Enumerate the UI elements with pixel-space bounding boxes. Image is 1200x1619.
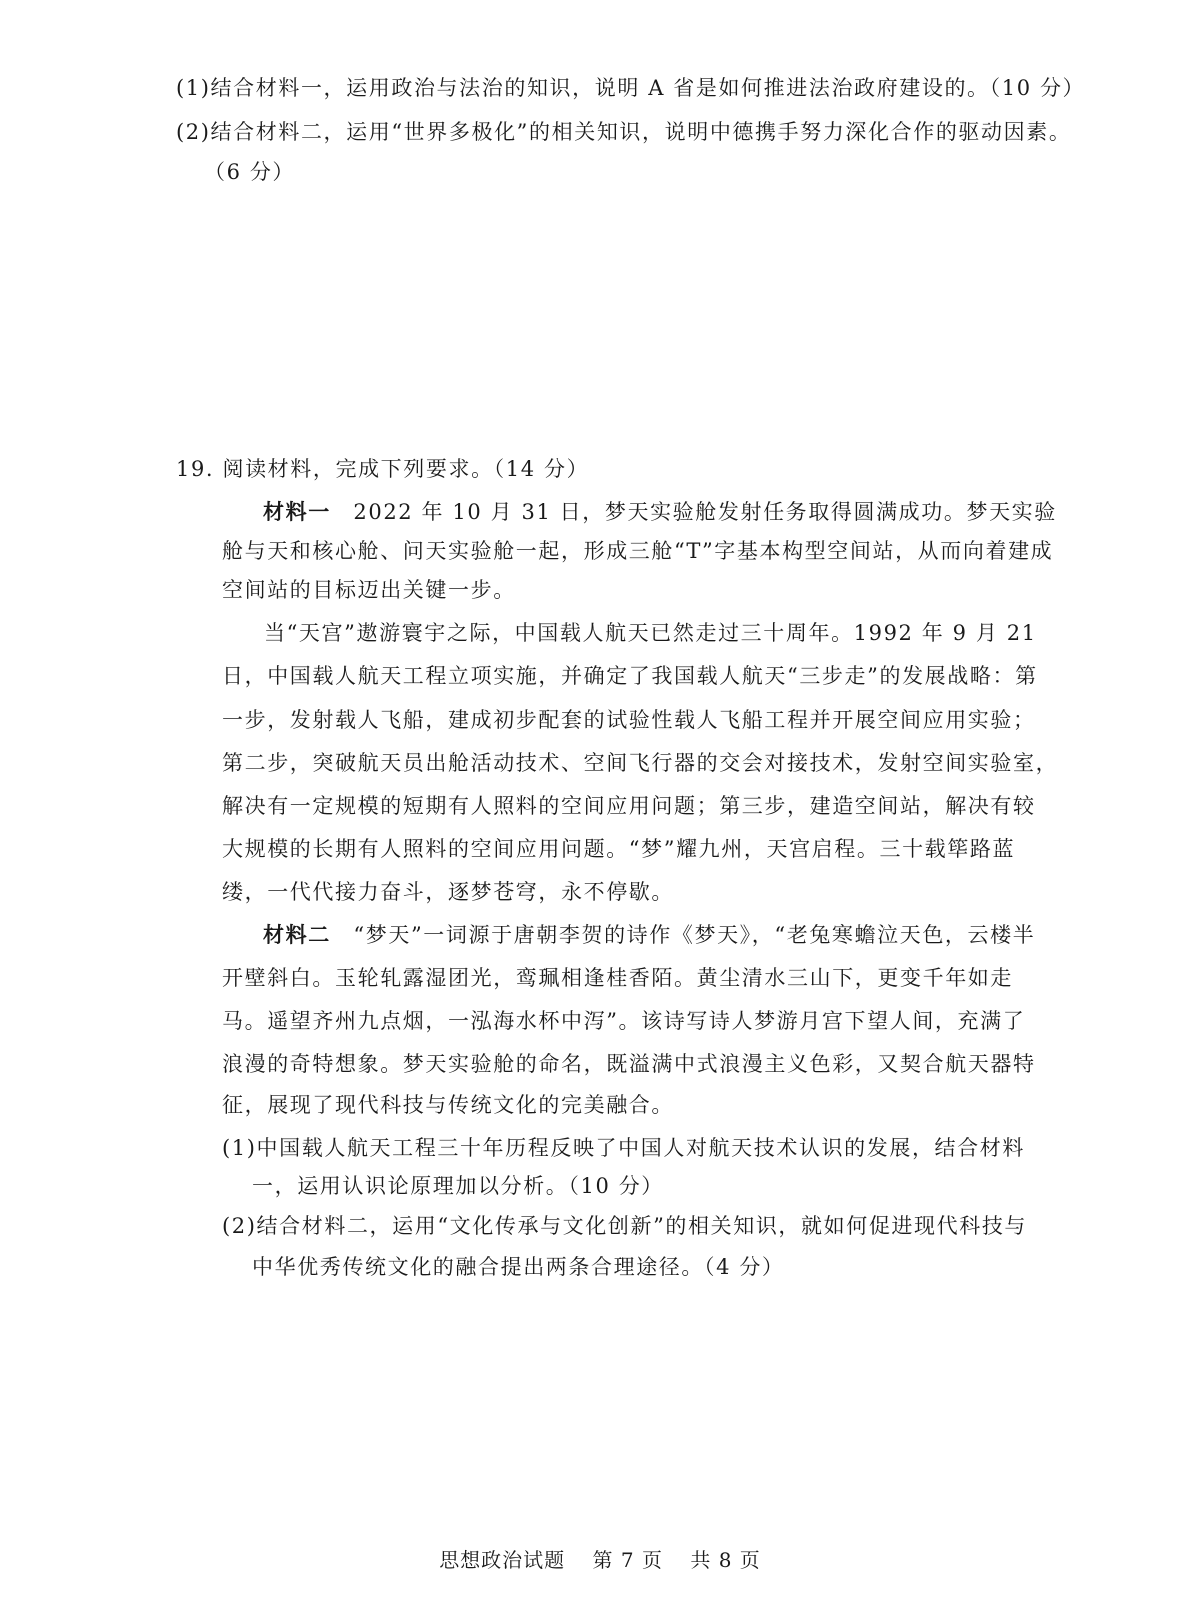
q19-material1-p2-line5: 解决有一定规模的短期有人照料的空间应用问题；第三步，建造空间站，解决有较 <box>222 794 1036 818</box>
material1-label: 材料一 <box>263 499 331 524</box>
q19-material2-line5: 征，展现了现代科技与传统文化的完美融合。 <box>222 1093 674 1117</box>
q19-sub2-line2: 中华优秀传统文化的融合提出两条合理途径。（4 分） <box>252 1255 785 1279</box>
q19-material1-line3: 空间站的目标迈出关键一步。 <box>222 578 516 602</box>
q19-material1-p2-line1: 当“天宫”遨游寰宇之际，中国载人航天已然走过三十周年。1992 年 9 月 21 <box>264 621 1037 645</box>
q19-sub1-line2: 一，运用认识论原理加以分析。（10 分） <box>252 1174 664 1198</box>
q18-sub2-line2: （6 分） <box>204 160 296 184</box>
q19-material2-line1 <box>263 920 1035 950</box>
footer-subject: 思想政治试题 <box>439 1548 566 1572</box>
q18-sub2-line1: (2)结合材料二，运用“世界多极化”的相关知识，说明中德携手努力深化合作的驱动因素。 <box>176 120 1072 144</box>
q19-material1-line1 <box>263 497 1057 527</box>
q19-sub2-line1: (2)结合材料二，运用“文化传承与文化创新”的相关知识，就如何促进现代科技与 <box>222 1214 1028 1238</box>
page-footer <box>0 1545 1200 1575</box>
q19-material2-line4: 浪漫的奇特想象。梦天实验舱的命名，既溢满中式浪漫主义色彩，又契合航天器特 <box>222 1052 1036 1076</box>
q19-material2-line3: 马。遥望齐州九点烟，一泓海水杯中泻”。该诗写诗人梦游月宫下望人间，充满了 <box>222 1009 1026 1033</box>
material1-text: 2022 年 10 月 31 日，梦天实验舱发射任务取得圆满成功。梦天实验 <box>330 500 1057 524</box>
q19-material1-p2-line4: 第二步，突破航天员出舱活动技术、空间飞行器的交会对接技术，发射空间实验室， <box>222 751 1059 775</box>
q18-sub1: (1)结合材料一，运用政治与法治的知识，说明 A 省是如何推进法治政府建设的。（10 分） <box>176 76 1086 100</box>
q19-sub1-line1: (1)中国载人航天工程三十年历程反映了中国人对航天技术认识的发展，结合材料 <box>222 1136 1025 1160</box>
material2-label: 材料二 <box>263 922 331 947</box>
material2-text: “梦天”一词源于唐朝李贺的诗作《梦天》，“老兔寒蟾泣天色，云楼半 <box>330 923 1036 947</box>
q19-material2-line2: 开壁斜白。玉轮轧露湿团光，鸾珮相逢桂香陌。黄尘清水三山下，更变千年如走 <box>222 966 1013 990</box>
q19-material1-p2-line3: 一步，发射载人飞船，建成初步配套的试验性载人飞船工程并开展空间应用实验； <box>222 708 1036 732</box>
q19-material1-p2-line6: 大规模的长期有人照料的空间应用问题。“梦”耀九州，天宫启程。三十载筚路蓝 <box>222 837 1016 861</box>
q19-material1-p2-line7: 缕，一代代接力奋斗，逐梦苍穹，永不停歇。 <box>222 880 674 904</box>
q19-material1-p2-line2: 日，中国载人航天工程立项实施，并确定了我国载人航天“三步走”的发展战略：第 <box>222 664 1038 688</box>
footer-total-pages: 共 8 页 <box>690 1548 761 1572</box>
footer-page-number: 第 7 页 <box>592 1548 663 1572</box>
q19-material1-line2: 舱与天和核心舱、问天实验舱一起，形成三舱“T”字基本构型空间站，从而向着建成 <box>222 539 1054 563</box>
q19-header: 19. 阅读材料，完成下列要求。（14 分） <box>176 457 590 481</box>
